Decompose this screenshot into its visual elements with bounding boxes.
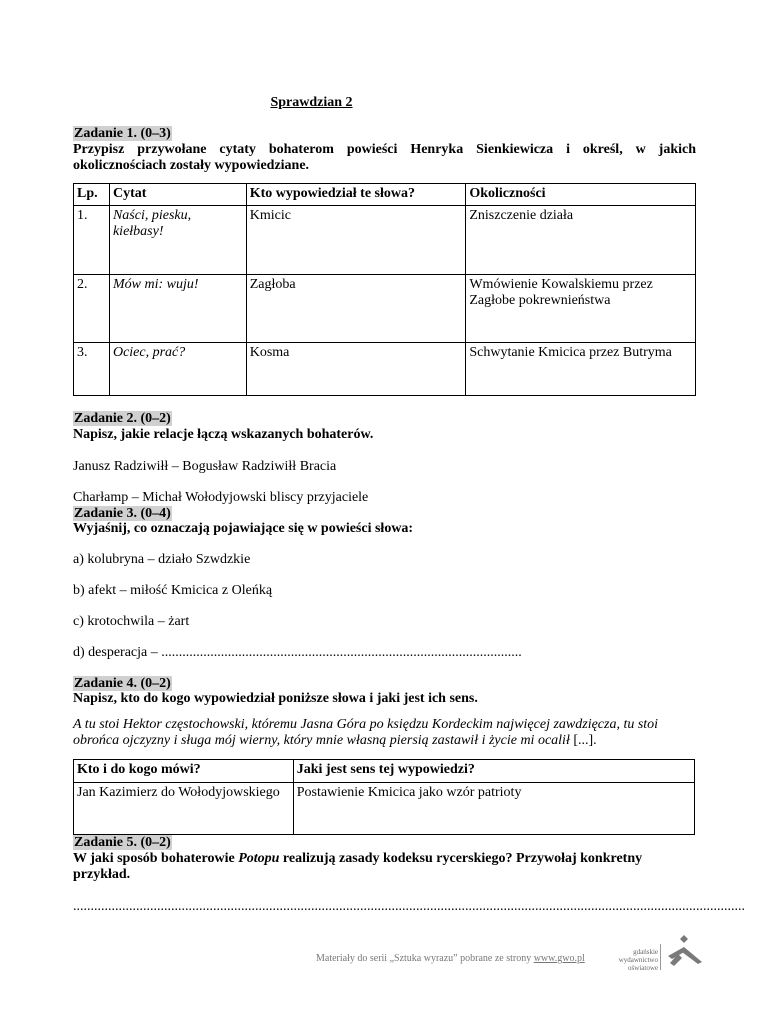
publisher-logo-icon — [664, 932, 706, 968]
answer-speaker-cell[interactable]: Jan Kazimierz do Wołodyjowskiego — [74, 783, 294, 835]
task4-heading: Zadanie 4. (0–2) — [74, 676, 171, 691]
col-sense-header: Jaki jest sens tej wypowiedzi? — [293, 760, 694, 783]
col-circumstances-header: Okoliczności — [466, 184, 696, 206]
row-number: 2. — [74, 275, 110, 343]
quote-cell: Naści, piesku, kiełbasy! — [109, 206, 246, 275]
table-row — [74, 783, 695, 835]
task4-instruction: Napisz, kto do kogo wypowiedział poniższe słowa i jaki jest ich sens. — [73, 691, 478, 706]
task1-heading: Zadanie 1. (0–3) — [74, 126, 171, 141]
footer-note: Materiały do serii „Sztuka wyrazu” pobrane ze strony www.gwo.pl — [316, 953, 585, 964]
task3-heading: Zadanie 3. (0–4) — [74, 506, 171, 521]
publisher-name: gdańskie wydawnictwo oświatowe — [618, 948, 658, 972]
task5-heading: Zadanie 5. (0–2) — [74, 835, 171, 850]
row-number: 3. — [74, 343, 110, 396]
task5-answer-line[interactable]: ................................................................................................................................................................................................ — [73, 899, 745, 914]
answer-circumstances-cell[interactable]: Schwytanie Kmicica przez Butryma — [466, 343, 696, 396]
answer-who-cell[interactable]: Kmicic — [246, 206, 466, 275]
quote-cell: Mów mi: wuju! — [109, 275, 246, 343]
table-row — [74, 275, 696, 343]
answer-circumstances-cell[interactable]: Wmówienie Kowalskiemu przez Zagłobe pokrewnieństwa — [466, 275, 696, 343]
task2-answer-1[interactable]: Janusz Radziwiłł – Bogusław Radziwiłł Bracia — [73, 459, 337, 474]
task3-item-c[interactable]: c) krotochwila – żart — [73, 614, 190, 629]
task3-item-b[interactable]: b) afekt – miłość Kmicica z Oleńką — [73, 583, 273, 598]
task3-item-d[interactable]: d) desperacja – ....................................................................................................... — [73, 645, 522, 660]
answer-circumstances-cell[interactable]: Zniszczenie działa — [466, 206, 696, 275]
logo-divider — [660, 944, 661, 970]
quote-cell: Ociec, prać? — [109, 343, 246, 396]
answer-who-cell[interactable]: Zagłoba — [246, 275, 466, 343]
task5-instruction: W jaki sposób bohaterowie Potopu realizują zasady kodeksu rycerskiego? Przywołaj konkretny przykład. — [73, 851, 643, 882]
task1-table — [73, 183, 696, 396]
table-row — [74, 343, 696, 396]
table-row — [74, 206, 696, 275]
task2-heading: Zadanie 2. (0–2) — [74, 411, 171, 426]
gwo-link[interactable]: www.gwo.pl — [533, 953, 585, 964]
col-quote-header: Cytat — [109, 184, 246, 206]
page-title: Sprawdzian 2 — [270, 95, 353, 110]
task1-header-row — [74, 184, 696, 206]
col-speaker-header: Kto i do kogo mówi? — [74, 760, 294, 783]
task2-instruction: Napisz, jakie relacje łączą wskazanych bohaterów. — [73, 427, 374, 442]
row-number: 1. — [74, 206, 110, 275]
task3-item-a[interactable]: a) kolubryna – działo Szwdzkie — [73, 552, 251, 567]
task4-table — [73, 759, 695, 835]
task1-instruction: Przypisz przywołane cytaty bohaterom powieści Henryka Sienkiewicza i określ, w jakich okolicznościach zostały wypowiedziane. — [73, 142, 696, 173]
col-lp-header: Lp. — [74, 184, 110, 206]
task2-answer-2[interactable]: Charłamp – Michał Wołodyjowski bliscy przyjaciele — [73, 490, 369, 505]
task3-instruction: Wyjaśnij, co oznaczają pojawiające się w powieści słowa: — [73, 521, 414, 536]
task4-quote: A tu stoi Hektor częstochowski, któremu Jasna Góra po księdzu Kordeckim najwięcej zawdzięcza, tu stoi obrońca ojczyzny i sługa mój wierny, który mnie własną piersią zastawił i życie mi ocalił [...]. — [73, 717, 659, 748]
answer-sense-cell[interactable]: Postawienie Kmicica jako wzór patrioty — [293, 783, 694, 835]
answer-who-cell[interactable]: Kosma — [246, 343, 466, 396]
task4-header-row — [74, 760, 695, 783]
col-who-header: Kto wypowiedział te słowa? — [246, 184, 466, 206]
